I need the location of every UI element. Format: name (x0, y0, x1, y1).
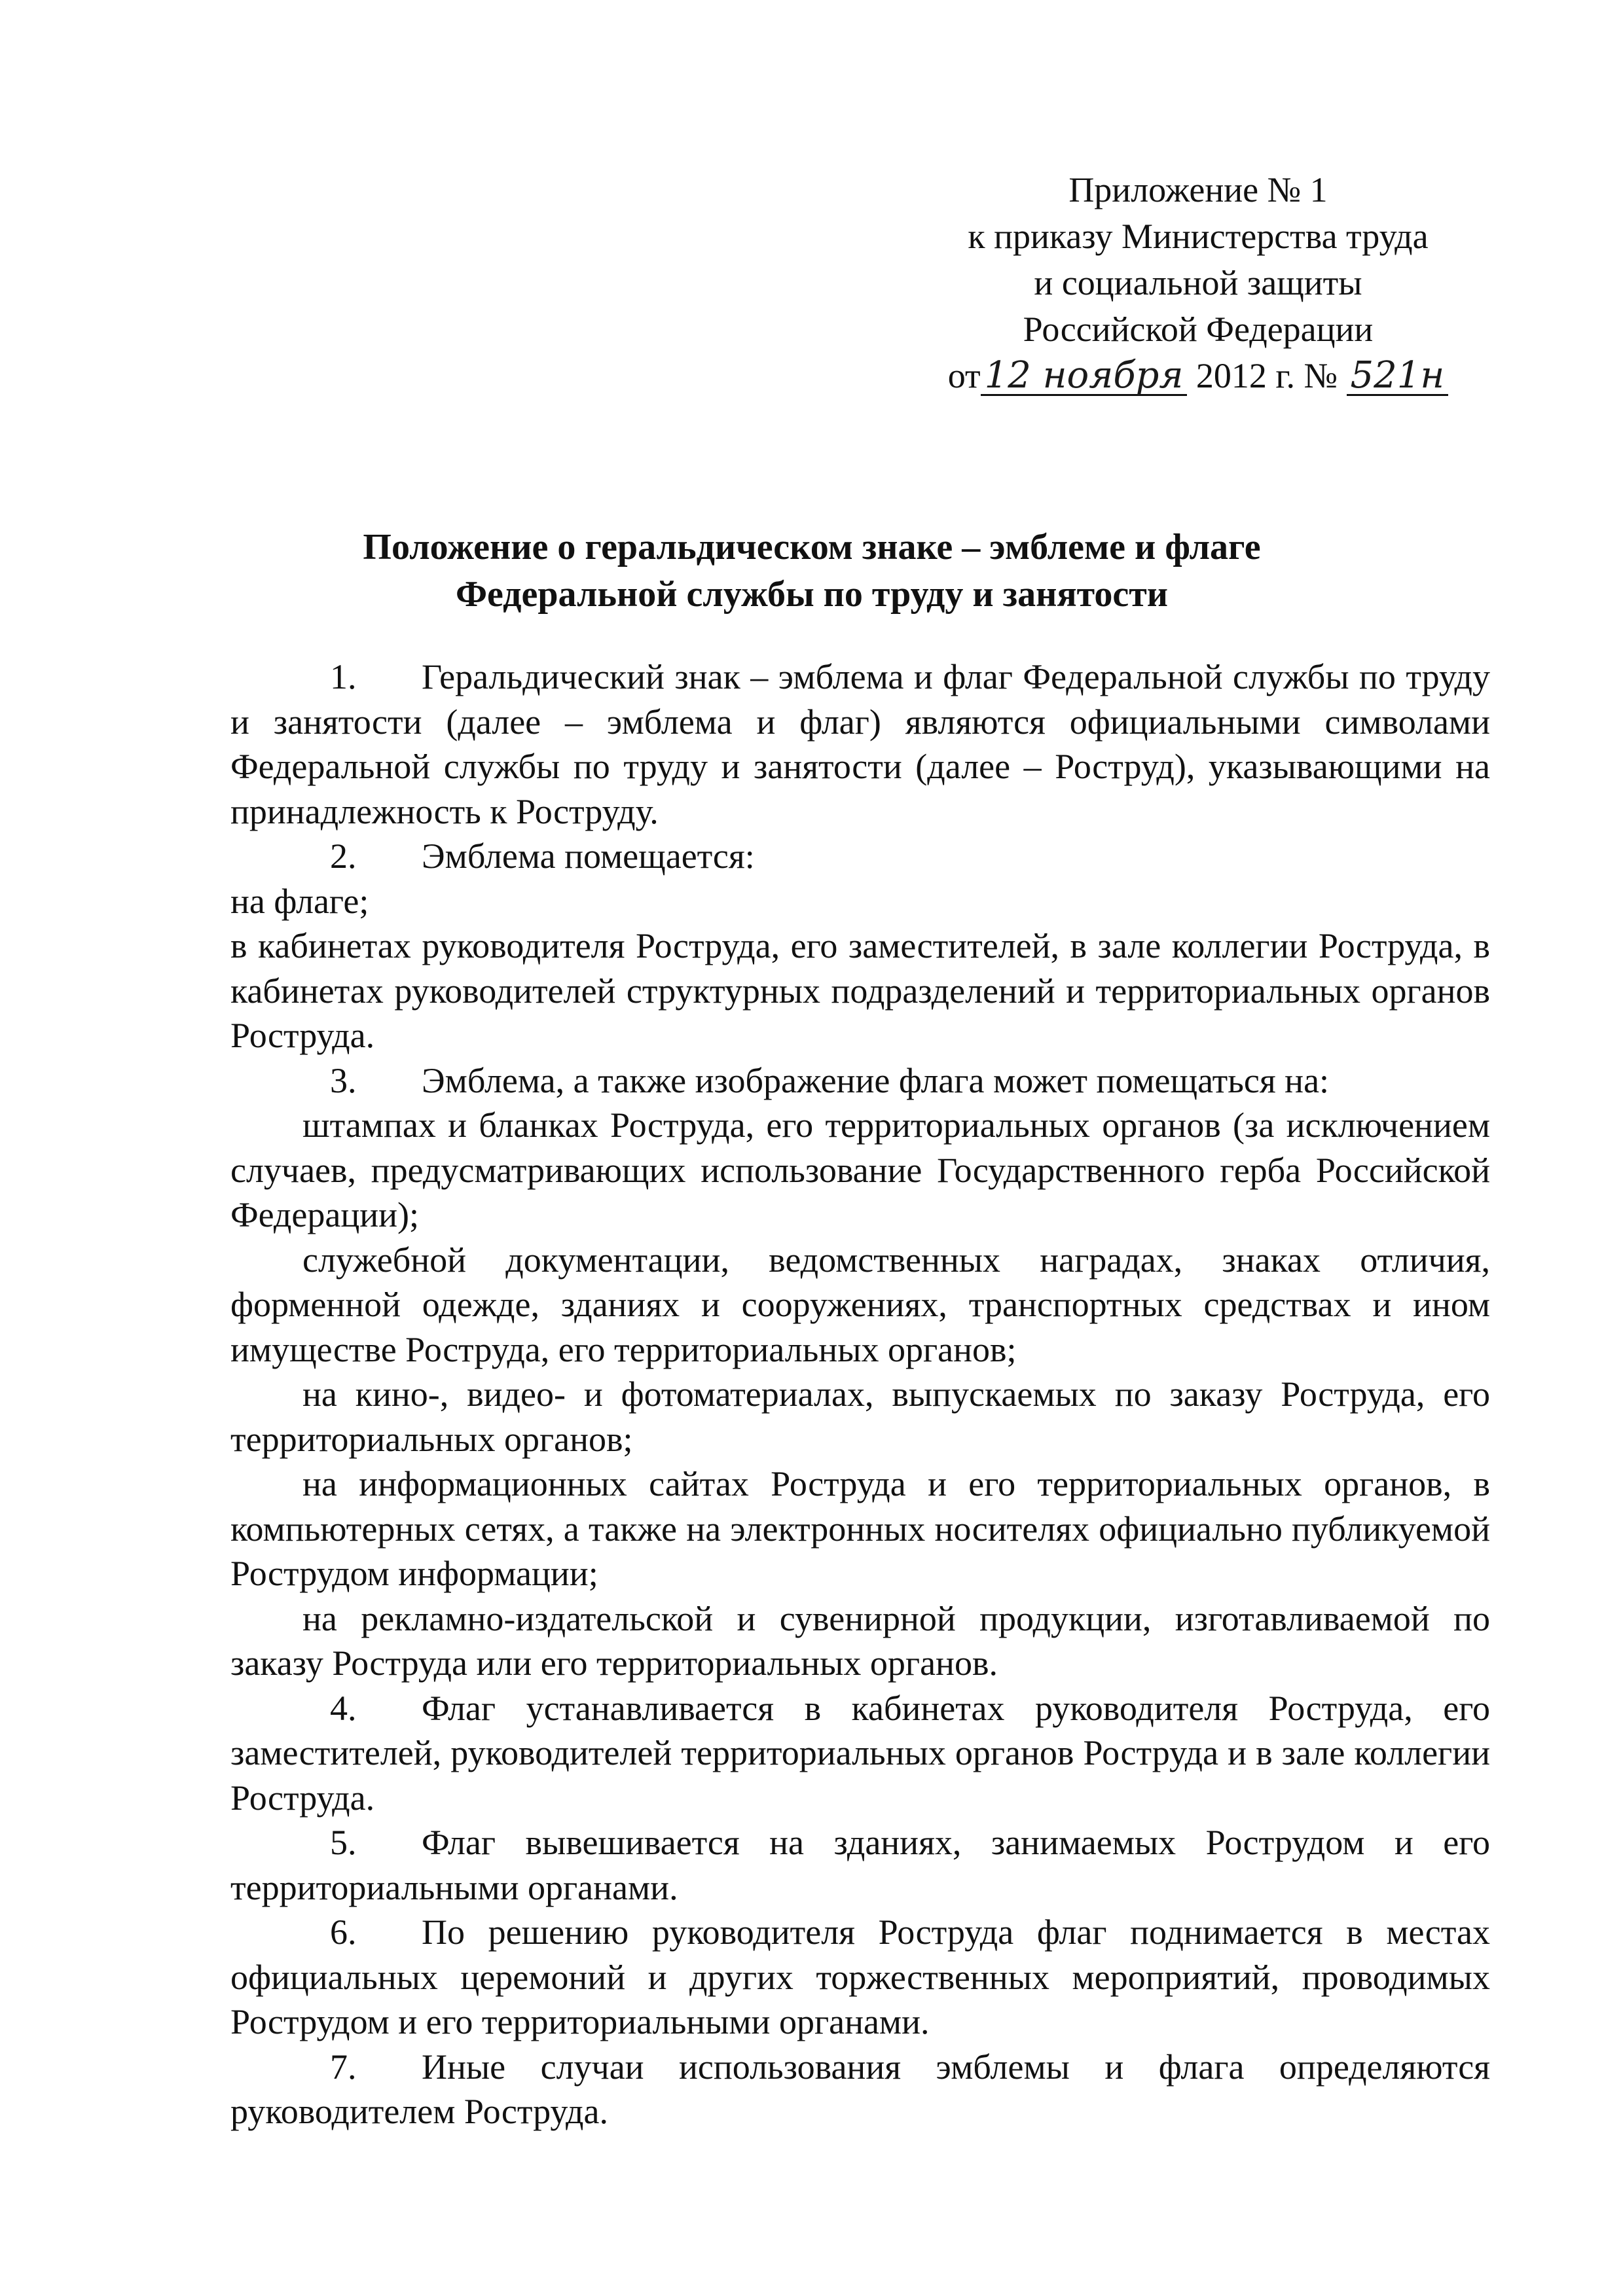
clause-2-sub: на флаге; (230, 881, 369, 921)
clause-number: 5. (330, 1823, 357, 1862)
clause-2 (230, 834, 1490, 879)
handwritten-date: 12 ноября (981, 357, 1188, 396)
clause-3-sub: штампах и бланках Роструда, его территориальных органов (за исключением случаев, предусматривающих использование Государственного герба Российской Федерации); (230, 1105, 1490, 1234)
clause-3-sub: на рекламно-издательской и сувенирной продукции, изготавливаемой по заказу Роструда или его территориальных органов. (230, 1598, 1490, 1683)
clause-3 (230, 1058, 1490, 1103)
clause-number: 6. (330, 1912, 357, 1952)
clause-text: Иные случаи использования эмблемы и флага определяются руководителем Роструда. (230, 2047, 1490, 2131)
appendix-label: Приложение № 1 (1068, 170, 1328, 209)
clause-text: Флаг устанавливается в кабинетах руководителя Роструда, его заместителей, руководителей территориальных органов Роструда и в зале коллегии Роструда. (230, 1688, 1490, 1818)
clause-number: 1. (330, 657, 357, 696)
clause-4 (230, 1686, 1490, 1821)
date-prefix: от (947, 356, 981, 395)
document-title (196, 524, 1427, 618)
order-date-line (903, 353, 1493, 399)
clause-number: 3. (330, 1060, 357, 1100)
clause-number: 4. (330, 1688, 357, 1728)
clause-5 (230, 1820, 1490, 1910)
appendix-header (903, 167, 1493, 399)
clause-text: Флаг вывешивается на зданиях, занимаемых Рострудом и его территориальными органами. (230, 1823, 1490, 1907)
clause-3-sub: на информационных сайтах Роструда и его территориальных органов, в компьютерных сетях, а также на электронных носителях официально публикуемой Рострудом информации; (230, 1464, 1490, 1593)
clause-1 (230, 655, 1490, 834)
clause-3-sub: служебной документации, ведомственных наградах, знаках отличия, форменной одежде, зданиях и сооружениях, транспортных средствах и ином имуществе Роструда, его территориальных органов; (230, 1240, 1490, 1369)
order-ref-line: к приказу Министерства труда (968, 217, 1429, 256)
clause-text: Эмблема помещается: (422, 836, 755, 876)
clause-number: 2. (330, 836, 357, 876)
clause-3-sub: на кино-, видео- и фотоматериалах, выпускаемых по заказу Роструда, его территориальных органов; (230, 1374, 1490, 1459)
title-line-1: Положение о геральдическом знаке – эмблеме и флаге (363, 527, 1261, 567)
clause-6 (230, 1910, 1490, 2045)
federation-line: Российской Федерации (1023, 310, 1374, 349)
document-body (230, 655, 1490, 2134)
handwritten-order-number: 521н (1347, 357, 1449, 396)
title-line-2: Федеральной службы по труду и занятости (455, 574, 1169, 615)
clause-text: По решению руководителя Роструда флаг поднимается в местах официальных церемоний и других торжественных мероприятий, проводимых Рострудом и его территориальными органами. (230, 1912, 1490, 2041)
clause-number: 7. (330, 2047, 357, 2087)
clause-2-sub: в кабинетах руководителя Роструда, его заместителей, в зале коллегии Роструда, в кабинетах руководителей структурных подразделений и территориальных органов Роструда. (230, 926, 1490, 1055)
clause-7 (230, 2045, 1490, 2134)
clause-text: Эмблема, а также изображение флага может помещаться на: (422, 1060, 1330, 1100)
clause-text: Геральдический знак – эмблема и флаг Федеральной службы по труду и занятости (далее – эмблема и флаг) являются официальными символами Федеральной службы по труду и занятости (далее – Роструд), указывающими на принадлежность к Роструду. (230, 657, 1490, 831)
ministry-line: и социальной защиты (1034, 263, 1362, 302)
order-year: 2012 г. № (1195, 356, 1338, 395)
